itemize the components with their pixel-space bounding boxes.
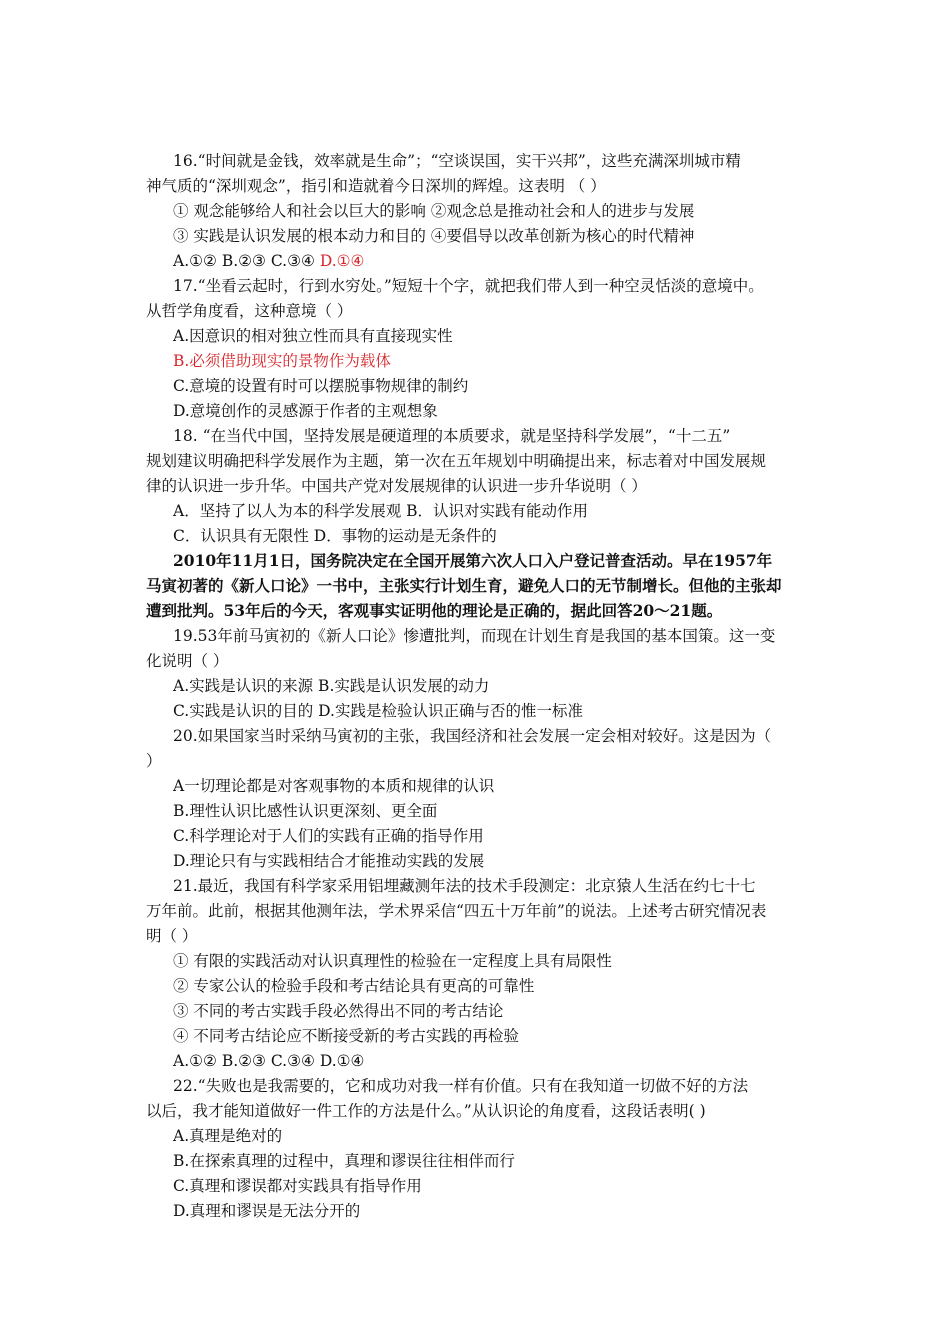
q20-option-a: A一切理论都是对客观事物的本质和规律的认识 [173, 777, 495, 795]
q19-stem-line2: 化说明（ ） [146, 652, 229, 670]
q20-stem-line1: 20.如果国家当时采纳马寅初的主张，我国经济和社会发展一定会相对较好。这是因为（ [173, 727, 772, 745]
q20-stem-line2: ） [146, 752, 162, 770]
q21-option-4: ④ 不同考古结论应不断接受新的考古实践的再检验 [173, 1027, 519, 1045]
q16-choices [173, 251, 364, 271]
q18-option-c-d: C．认识具有无限性 D．事物的运动是无条件的 [173, 527, 497, 545]
q21-option-1: ① 有限的实践活动对认识真理性的检验在一定程度上具有局限性 [173, 952, 612, 970]
q17-option-a: A.因意识的相对独立性而具有直接现实性 [173, 327, 453, 345]
q17-stem-line2: 从哲学角度看，这种意境（ ） [146, 302, 353, 320]
passage-line2: 马寅初著的《新人口论》一书中，主张实行计划生育，避免人口的无节制增长。但他的主张却 [146, 576, 782, 595]
q18-stem-line2: 规划建议明确把科学发展作为主题，第一次在五年规划中明确提出来，标志着对中国发展规 [146, 452, 767, 470]
passage-line3: 遭到批判。53年后的今天，客观事实证明他的理论是正确的，据此回答20～21题。 [146, 601, 723, 620]
q19-option-c-d: C.实践是认识的目的 D.实践是检验认识正确与否的惟一标准 [173, 702, 583, 720]
q17-option-b-answer: B.必须借助现实的景物作为载体 [173, 352, 391, 370]
q19-option-a-b: A.实践是认识的来源 B.实践是认识发展的动力 [173, 677, 490, 695]
q21-stem-line1: 21.最近，我国有科学家采用铝埋藏测年法的技术手段测定：北京猿人生活在约七十七 [173, 877, 756, 895]
q21-stem-line3: 明（ ） [146, 927, 198, 945]
q22-option-c: C.真理和谬误都对实践具有指导作用 [173, 1177, 422, 1195]
q22-option-d: D.真理和谬误是无法分开的 [173, 1202, 361, 1220]
passage-line1: 2010年11月1日，国务院决定在全国开展第六次人口入户登记普查活动。早在1957年 [173, 551, 773, 570]
q16-choices-abc: A.①② B.②③ C.③④ [173, 252, 320, 270]
q16-stem-line1: 16.“时间就是金钱，效率就是生命”；“空谈误国，实干兴邦”，这些充满深圳城市精 [173, 152, 741, 170]
q21-option-3: ③ 不同的考古实践手段必然得出不同的考古结论 [173, 1002, 504, 1020]
q18-stem-line1: 18. “在当代中国，坚持发展是硬道理的本质要求，就是坚持科学发展”，“十二五” [173, 427, 731, 445]
q21-choices: A.①② B.②③ C.③④ D.①④ [173, 1052, 365, 1070]
q19-stem-line1: 19.53年前马寅初的《新人口论》惨遭批判，而现在计划生育是我国的基本国策。这一变 [173, 627, 776, 645]
q16-answer: D.①④ [319, 252, 365, 270]
q22-stem-line1: 22.“失败也是我需要的，它和成功对我一样有价值。只有在我知道一切做不好的方法 [173, 1077, 749, 1095]
q17-option-d: D.意境创作的灵感源于作者的主观想象 [173, 402, 438, 420]
q22-option-a: A.真理是绝对的 [173, 1127, 283, 1145]
q22-stem-line2: 以后，我才能知道做好一件工作的方法是什么。”从认识论的角度看，这段话表明( ) [146, 1102, 706, 1120]
q21-stem-line2: 万年前。此前，根据其他测年法，学术界采信“四五十万年前”的说法。上述考古研究情况表 [146, 902, 767, 920]
q18-stem-line3: 律的认识进一步升华。中国共产党对发展规律的认识进一步升华说明（ ） [146, 477, 647, 495]
q22-option-b: B.在探索真理的过程中，真理和谬误往往相伴而行 [173, 1152, 515, 1170]
q21-option-2: ② 专家公认的检验手段和考古结论具有更高的可靠性 [173, 977, 535, 995]
q20-option-b: B.理性认识比感性认识更深刻、更全面 [173, 802, 438, 820]
q17-option-c: C.意境的设置有时可以摆脱事物规律的制约 [173, 377, 469, 395]
q16-option-3-4: ③ 实践是认识发展的根本动力和目的 ④要倡导以改革创新为核心的时代精神 [173, 227, 695, 245]
q18-option-a-b: A．坚持了以人为本的科学发展观 B．认识对实践有能动作用 [173, 502, 589, 520]
q20-option-c: C.科学理论对于人们的实践有正确的指导作用 [173, 827, 484, 845]
q16-stem-line2: 神气质的“深圳观念”，指引和造就着今日深圳的辉煌。这表明 （ ） [146, 177, 606, 195]
q17-stem-line1: 17.“坐看云起时，行到水穷处。”短短十个字，就把我们带人到一种空灵恬淡的意境中。 [173, 277, 764, 295]
q16-option-1-2: ① 观念能够给人和社会以巨大的影响 ②观念总是推动社会和人的进步与发展 [173, 202, 695, 220]
q20-option-d: D.理论只有与实践相结合才能推动实践的发展 [173, 852, 485, 870]
